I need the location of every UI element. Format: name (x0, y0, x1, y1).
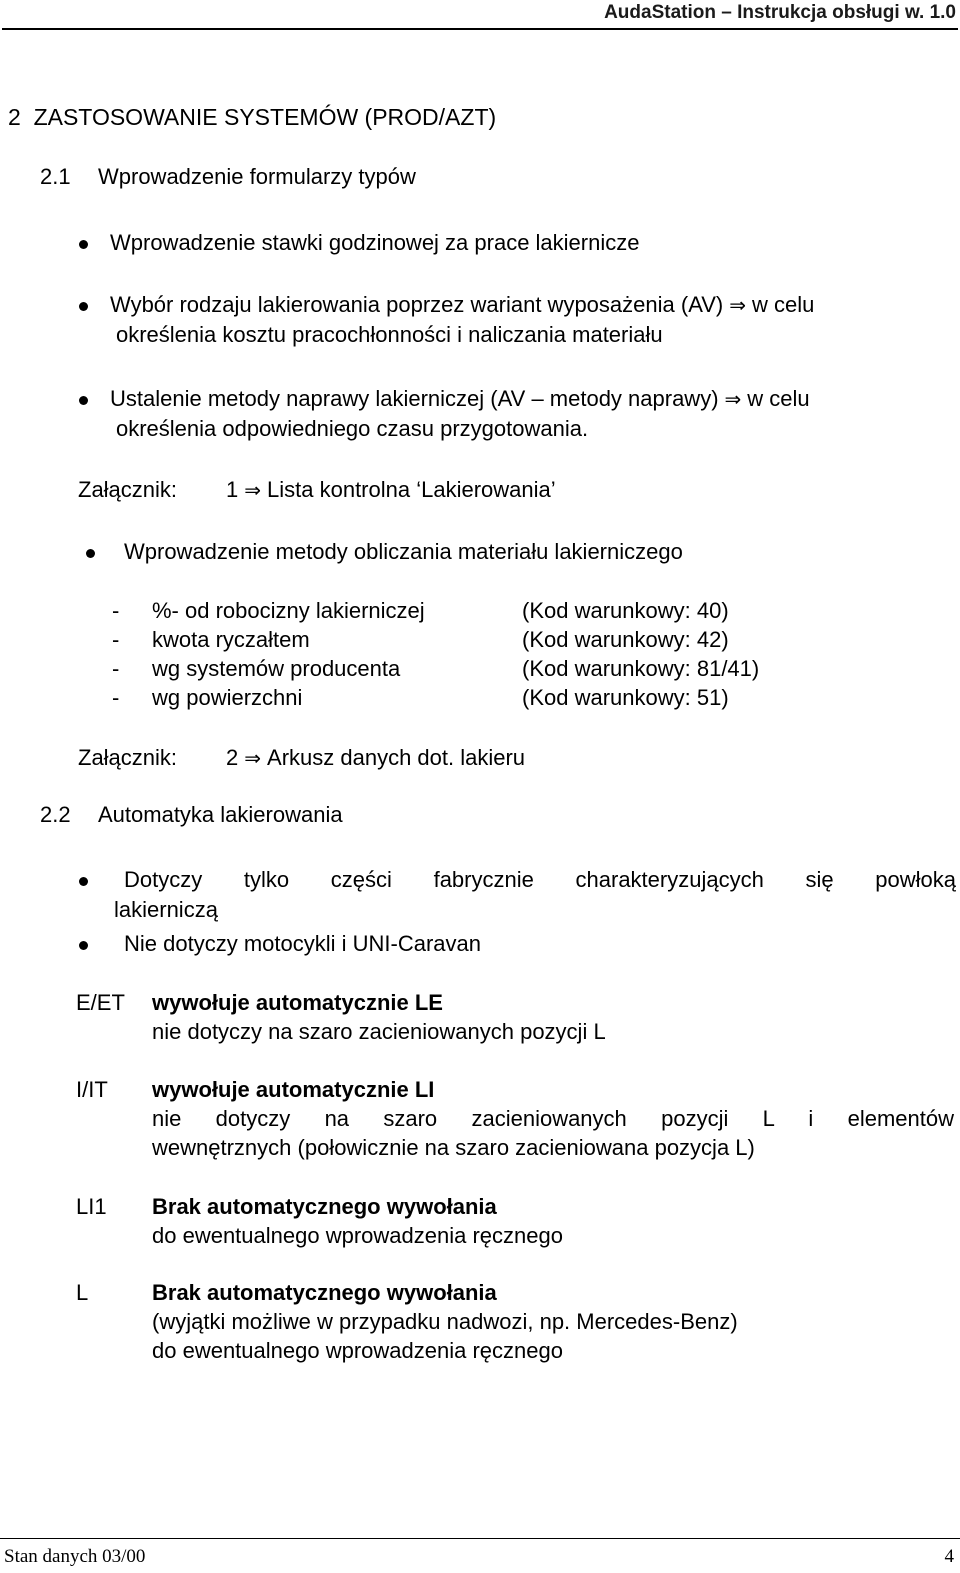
code-label: LI1 (76, 1194, 107, 1219)
code-description: (wyjątki możliwe w przypadku nadwozi, np. Mercedes-Benz) (152, 1309, 738, 1334)
implies-arrow-icon: ⇒ (729, 293, 746, 317)
header-rule (2, 28, 958, 30)
bullet-text-paint-type (110, 292, 814, 318)
attachment-2 (226, 745, 525, 771)
method-code: (Kod warunkowy: 40) (522, 598, 729, 623)
bullet-text-factory-parts-cont: lakierniczą (114, 897, 218, 922)
page-number: 4 (944, 1546, 954, 1567)
bullet-text-part: w celu (752, 292, 815, 317)
bullet-text-part: Ustalenie metody naprawy lakierniczej (AV – metody naprawy) (110, 386, 719, 411)
implies-arrow-icon: ⇒ (244, 478, 262, 502)
bullet-icon (79, 877, 88, 886)
section-heading (8, 104, 496, 131)
bullet-text-exclusions: Nie dotyczy motocykli i UNI-Caravan (124, 931, 481, 956)
attachment-number: 2 (226, 745, 239, 770)
code-description: nie dotyczy na szaro zacieniowanych pozycji L i elementów (152, 1106, 954, 1131)
subsection-number: 2.2 (40, 802, 71, 827)
implies-arrow-icon: ⇒ (724, 387, 742, 411)
attachment-text: Lista kontrolna ‘Lakierowania’ (267, 477, 556, 502)
subsection-heading-2-2 (40, 802, 343, 828)
list-dash: - (112, 685, 120, 710)
bullet-text-repair-method (110, 386, 810, 412)
code-description: do ewentualnego wprowadzenia ręcznego (152, 1223, 563, 1248)
code-label: I/IT (76, 1077, 108, 1102)
code-description-bold: wywołuje automatycznie LI (152, 1077, 435, 1102)
code-description: do ewentualnego wprowadzenia ręcznego (152, 1338, 563, 1363)
bullet-text-hourly-rate: Wprowadzenie stawki godzinowej za prace lakiernicze (110, 230, 640, 255)
bullet-text-part: w celu (747, 386, 810, 411)
code-label: L (76, 1280, 89, 1305)
bullet-icon (86, 549, 95, 558)
subsection-number: 2.1 (40, 164, 71, 189)
method-name: wg powierzchni (152, 685, 303, 710)
method-name: %- od robocizny lakierniczej (152, 598, 425, 623)
code-description-bold: Brak automatycznego wywołania (152, 1280, 497, 1305)
section-number: 2 (8, 104, 21, 130)
subsection-title: Wprowadzenie formularzy typów (98, 164, 416, 189)
bullet-icon (79, 396, 88, 405)
code-description-bold: wywołuje automatycznie LE (152, 990, 443, 1015)
list-dash: - (112, 627, 120, 652)
method-code: (Kod warunkowy: 42) (522, 627, 729, 652)
footer-data-state: Stan danych 03/00 (4, 1546, 146, 1567)
list-dash: - (112, 656, 120, 681)
bullet-text-paint-type-cont: określenia kosztu pracochłonności i naliczania materiału (116, 322, 663, 347)
list-dash: - (112, 598, 120, 623)
subsection-heading-2-1 (40, 164, 416, 190)
bullet-icon (79, 941, 88, 950)
bullet-text-calc-method: Wprowadzenie metody obliczania materiału lakierniczego (124, 539, 683, 564)
code-label: E/ET (76, 990, 125, 1015)
attachment-label: Załącznik: (78, 745, 178, 770)
bullet-icon (79, 240, 88, 249)
attachment-1 (226, 477, 556, 503)
attachment-text: Arkusz danych dot. lakieru (267, 745, 526, 770)
method-name: wg systemów producenta (152, 656, 401, 681)
code-description: nie dotyczy na szaro zacieniowanych pozycji L (152, 1019, 606, 1044)
footer-rule (0, 1538, 960, 1539)
implies-arrow-icon: ⇒ (244, 746, 262, 770)
section-title: ZASTOSOWANIE SYSTEMÓW (PROD/AZT) (33, 104, 497, 130)
method-code: (Kod warunkowy: 81/41) (522, 656, 760, 681)
bullet-text-factory-parts: Dotyczy tylko części fabrycznie charakteryzujących się powłoką (124, 867, 956, 892)
code-description: wewnętrznych (połowicznie na szaro zacieniowana pozycja L) (152, 1135, 755, 1160)
code-description-bold: Brak automatycznego wywołania (152, 1194, 497, 1219)
document-header-title: AudaStation – Instrukcja obsługi w. 1.0 (604, 2, 956, 23)
bullet-text-repair-method-cont: określenia odpowiedniego czasu przygotowania. (116, 416, 589, 441)
bullet-icon (79, 302, 88, 311)
subsection-title: Automatyka lakierowania (98, 802, 343, 827)
attachment-number: 1 (226, 477, 239, 502)
bullet-text-part: Wybór rodzaju lakierowania poprzez wariant wyposażenia (AV) (110, 292, 724, 317)
method-name: kwota ryczałtem (152, 627, 310, 652)
attachment-label: Załącznik: (78, 477, 178, 502)
method-code: (Kod warunkowy: 51) (522, 685, 729, 710)
